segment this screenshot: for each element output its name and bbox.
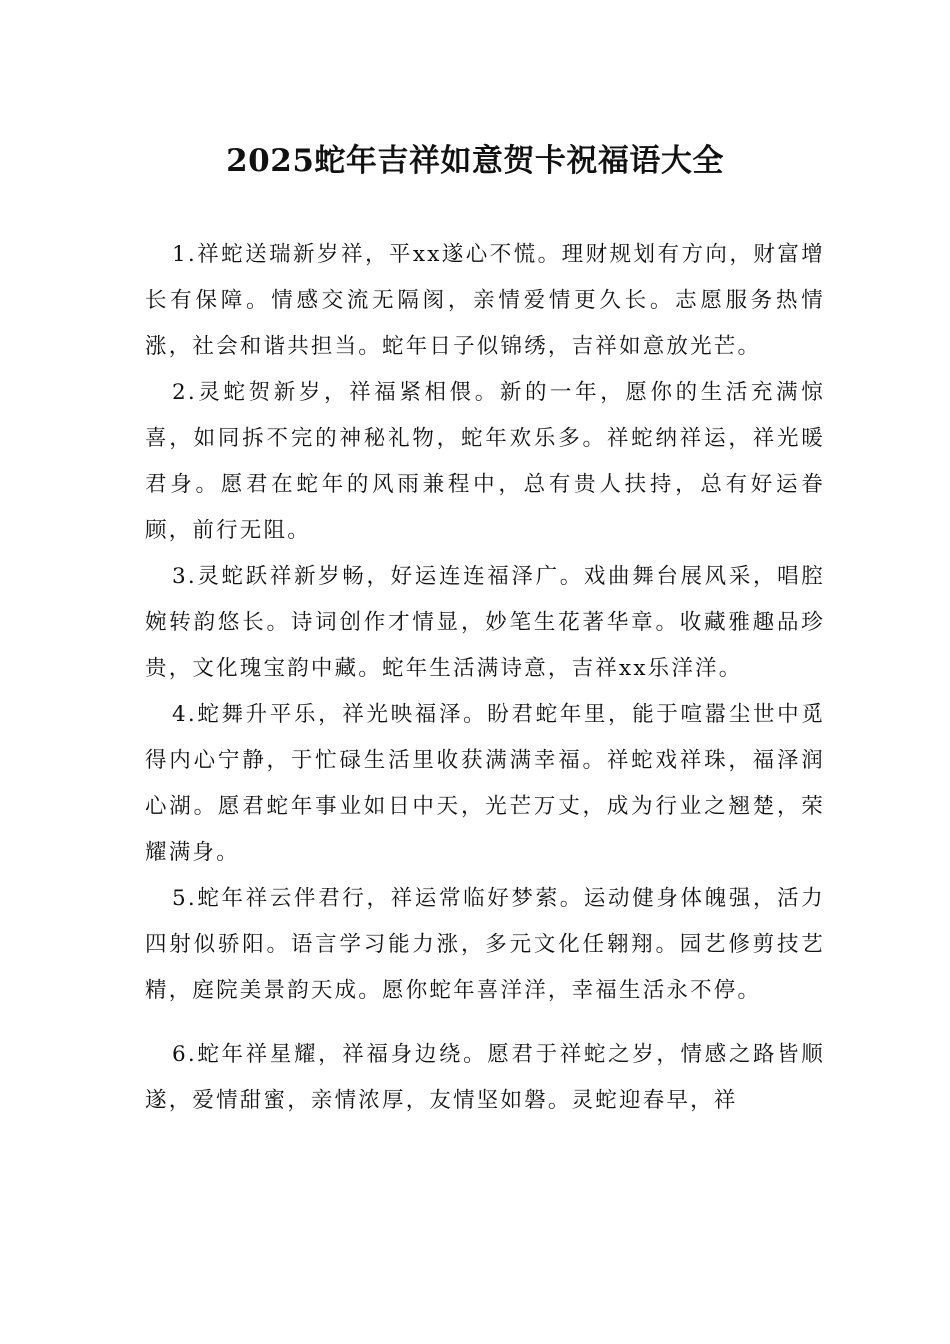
document-body (145, 232, 825, 1124)
paragraph-1: 1.祥蛇送瑞新岁祥，平xx遂心不慌。理财规划有方向，财富增长有保障。情感交流无隔阂，亲情爱情更久长。志愿服务热情涨，社会和谐共担当。蛇年日子似锦绣，吉祥如意放光芒。 (145, 242, 825, 359)
paragraph-3: 3.灵蛇跃祥新岁畅，好运连连福泽广。戏曲舞台展风采，唱腔婉转韵悠长。诗词创作才情显，妙笔生花著华章。收藏雅趣品珍贵，文化瑰宝韵中藏。蛇年生活满诗意，吉祥xx乐洋洋。 (145, 564, 825, 681)
document-title: 2025蛇年吉祥如意贺卡祝福语大全 (226, 143, 724, 179)
paragraph-6: 6.蛇年祥星耀，祥福身边绕。愿君于祥蛇之岁，情感之路皆顺遂，爱情甜蜜，亲情浓厚，友情坚如磐。灵蛇迎春早，祥 (145, 1042, 825, 1113)
paragraph-5: 5.蛇年祥云伴君行，祥运常临好梦萦。运动健身体魄强，活力四射似骄阳。语言学习能力涨，多元文化任翱翔。园艺修剪技艺精，庭院美景韵天成。愿你蛇年喜洋洋，幸福生活永不停。 (145, 886, 825, 1003)
paragraph-2: 2.灵蛇贺新岁，祥福紧相偎。新的一年，愿你的生活充满惊喜，如同拆不完的神秘礼物，蛇年欢乐多。祥蛇纳祥运，祥光暖君身。愿君在蛇年的风雨兼程中，总有贵人扶持，总有好运眷顾，前行无阻。 (145, 380, 825, 543)
paragraph-4: 4.蛇舞升平乐，祥光映福泽。盼君蛇年里，能于喧嚣尘世中觅得内心宁静，于忙碌生活里收获满满幸福。祥蛇戏祥珠，福泽润心湖。愿君蛇年事业如日中天，光芒万丈，成为行业之翘楚，荣耀满身。 (145, 702, 825, 865)
